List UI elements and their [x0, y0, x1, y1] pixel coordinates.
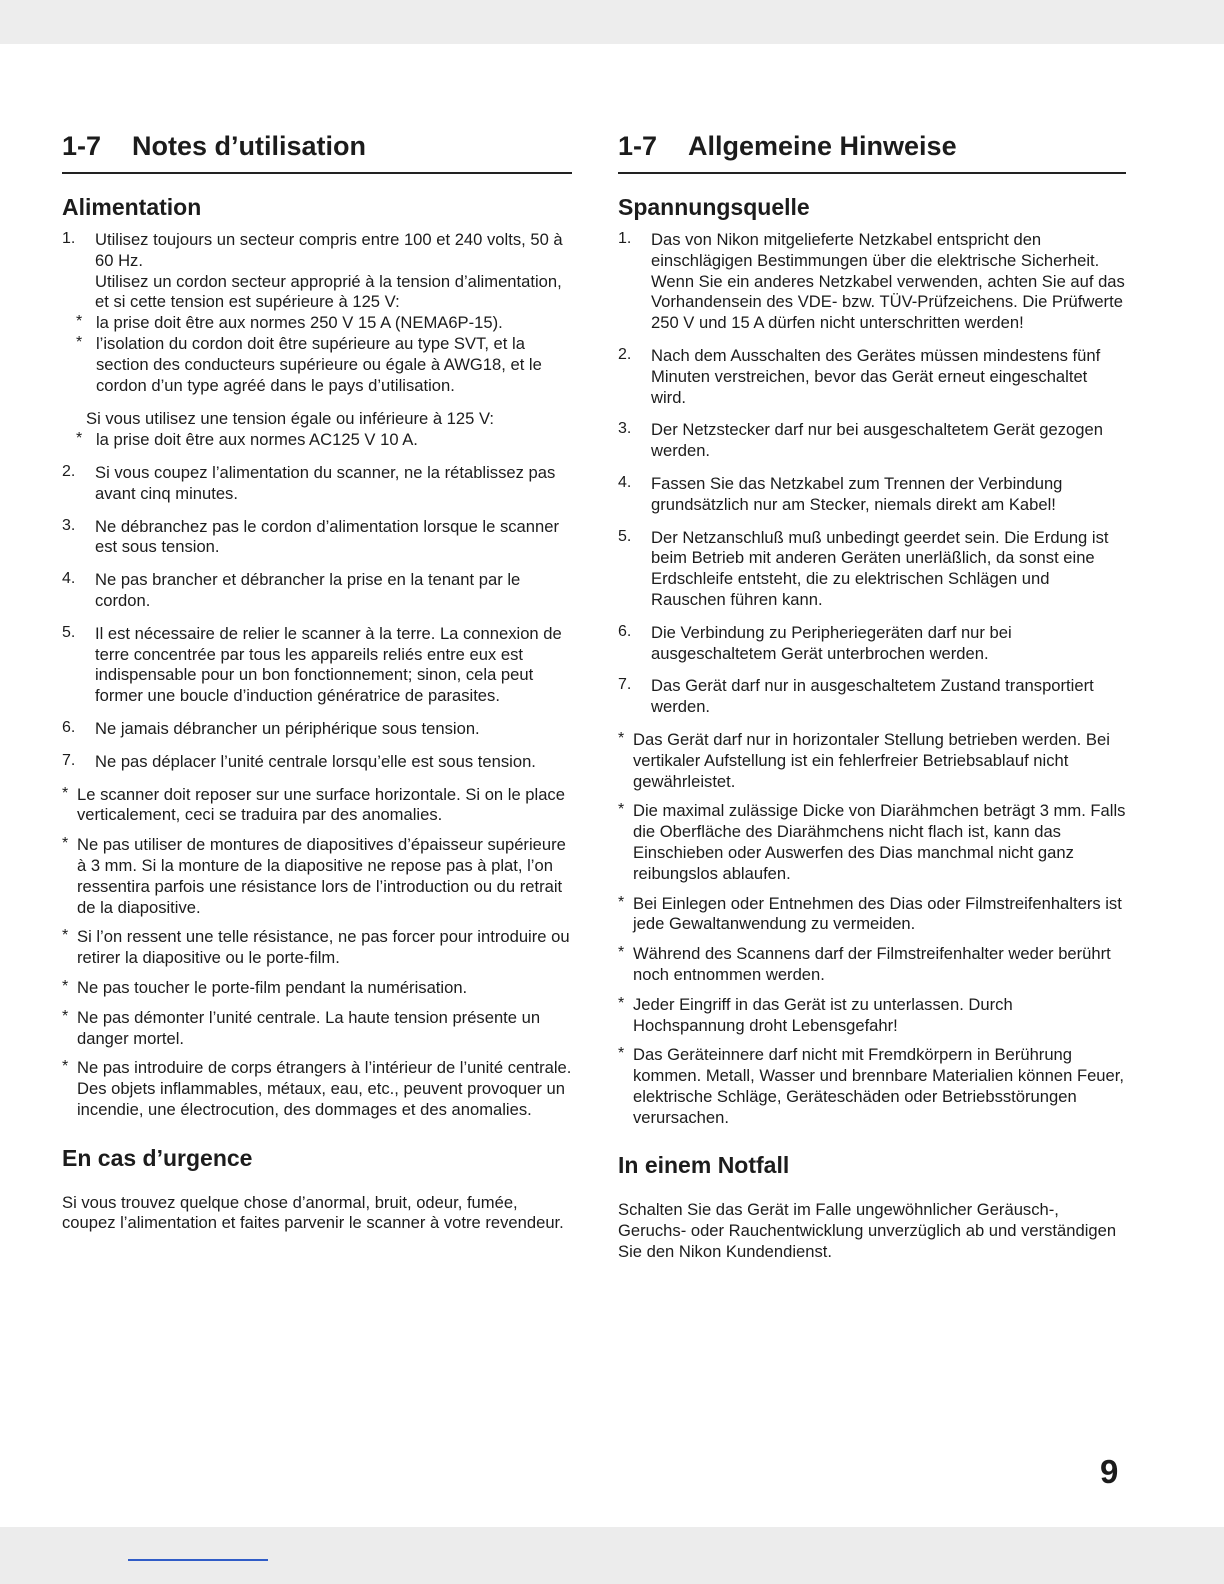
german-item-text: Das Gerät darf nur in ausgeschaltetem Zustand transportiert werden. — [651, 676, 1094, 717]
german-bullet-text: Bei Einlegen oder Entnehmen des Dias oder Filmstreifenhalters ist jede Gewaltanwendung zu vermeiden. — [633, 893, 1122, 934]
french-emergency-heading: En cas d’urgence — [62, 1144, 253, 1171]
german-item-number: 7. — [618, 676, 632, 694]
french-bullet — [62, 1058, 572, 1120]
french-bullet — [62, 927, 572, 969]
bullet-marker: * — [62, 977, 69, 995]
french-item-number: 4. — [62, 570, 76, 588]
german-item-number: 3. — [618, 420, 632, 438]
german-item-number: 6. — [618, 622, 632, 640]
bullet-marker: * — [618, 729, 625, 747]
german-item-2 — [618, 346, 1126, 408]
scan-bottom-margin — [0, 1527, 1224, 1584]
bullet-marker: * — [618, 944, 625, 962]
german-item-6 — [618, 623, 1126, 665]
german-item-5 — [618, 528, 1126, 611]
french-low-voltage-note: Si vous utilisez une tension égale ou inférieure à 125 V: — [86, 409, 495, 429]
german-bullet-text: Jeder Eingriff in das Gerät ist zu unterlassen. Durch Hochspannung droht Lebensgefahr! — [633, 994, 1013, 1035]
scan-top-margin — [0, 0, 1224, 44]
german-item-number: 5. — [618, 527, 632, 545]
french-item-text: Ne jamais débrancher un périphérique sous tension. — [95, 718, 480, 738]
german-bullet-text: Während des Scannens darf der Filmstreifenhalter weder berührt noch entnommen werden. — [633, 944, 1111, 984]
german-section-title — [618, 122, 1126, 174]
french-bullet-text: Ne pas utiliser de montures de diapositives d’épaisseur supérieure à 3 mm. Si la monture de la diapositive ne repose pas à plat, l’on ressentira parfois une résistance lors de l’introduction ou du retrait de la diapositive. — [77, 835, 566, 917]
bullet-marker: * — [618, 994, 625, 1012]
french-item-5 — [62, 624, 572, 707]
french-item-text: Il est nécessaire de relier le scanner à la terre. La connexion de terre concentrée par tous les appareils reliés entre eux est indispensable pour un bon fonctionnement; sinon, cela peut former une boucle d’induction génératrice de parasites. — [95, 623, 562, 706]
german-bullet — [618, 730, 1126, 792]
french-bullet-text: Si l’on ressent une telle résistance, ne pas forcer pour introduire ou retirer la diapositive ou le porte-film. — [77, 927, 570, 968]
french-item-1-line-2: Utilisez un cordon secteur approprié à la tension d’alimentation, et si cette tension est supérieure à 125 V: — [95, 271, 562, 312]
german-item-number: 4. — [618, 473, 632, 491]
german-item-4 — [618, 474, 1126, 516]
bullet-marker: * — [62, 927, 69, 945]
french-item-7 — [62, 752, 572, 773]
german-bullet — [618, 894, 1126, 936]
french-item-1 — [62, 230, 572, 313]
french-item-6 — [62, 719, 572, 740]
german-item-number: 1. — [618, 230, 632, 247]
french-item-2 — [62, 463, 572, 505]
french-section-number: 1-7 — [62, 131, 102, 161]
page-number: 9 — [1100, 1453, 1119, 1490]
french-item-1-line-1: Utilisez toujours un secteur compris entre 100 et 240 volts, 50 à 60 Hz. — [95, 230, 563, 270]
french-item-number: 1. — [62, 230, 76, 247]
french-bullet — [62, 978, 572, 999]
bullet-marker: * — [62, 1007, 69, 1025]
german-item-7 — [618, 676, 1126, 718]
bullet-marker: * — [76, 333, 83, 351]
french-item-number: 5. — [62, 623, 76, 641]
german-bullet-text: Das Gerät darf nur in horizontaler Stellung betrieben werden. Bei vertikaler Aufstellung ist ein fehlerfreier Betriebsablauf nicht gewährleistet. — [633, 729, 1110, 791]
bullet-marker: * — [62, 784, 69, 802]
french-item-number: 7. — [62, 751, 76, 769]
french-sub-bullet — [76, 313, 572, 334]
bullet-marker: * — [62, 1058, 69, 1076]
german-item-3 — [618, 420, 1126, 462]
french-item-text: Ne débranchez pas le cordon d’alimentation lorsque le scanner est sous tension. — [95, 516, 559, 557]
bottom-underline — [128, 1559, 268, 1561]
german-bullet — [618, 995, 1126, 1037]
french-bullet — [62, 1008, 572, 1050]
german-item-1 — [618, 230, 1126, 334]
french-item-text: Ne pas déplacer l’unité centrale lorsqu’elle est sous tension. — [95, 751, 536, 771]
french-column — [62, 122, 572, 1234]
french-bullet — [62, 785, 572, 827]
french-emergency-text: Si vous trouvez quelque chose d’anormal, bruit, odeur, fumée, coupez l’alimentation et faites parvenir le scanner à votre revendeur. — [62, 1192, 564, 1233]
german-section-title-text: Allgemeine Hinweise — [688, 131, 957, 161]
french-sub-bullet — [76, 334, 572, 396]
german-emergency-text: Schalten Sie das Gerät im Falle ungewöhnlicher Geräusch-, Geruchs- oder Rauchentwicklung unverzüglich ab und verständigen Sie den Nikon Kundendienst. — [618, 1200, 1117, 1262]
french-bullet — [62, 835, 572, 918]
german-bullet — [618, 1045, 1126, 1128]
french-section-title — [62, 122, 572, 174]
french-bullet-text: Le scanner doit reposer sur une surface horizontale. Si on le place verticalement, ceci se traduira par des anomalies. — [77, 784, 565, 825]
french-power-heading: Alimentation — [62, 194, 202, 220]
french-bullet-text: Ne pas toucher le porte-film pendant la numérisation. — [77, 977, 468, 997]
german-bullet-text: Das Geräteinnere darf nicht mit Fremdkörpern in Berührung kommen. Metall, Wasser und brennbare Materialien können Feuer, elektrische Schläge, Geräteschäden oder Betriebsstörungen verursachen. — [633, 1045, 1124, 1127]
german-item-text: Der Netzanschluß muß unbedingt geerdet sein. Die Erdung ist beim Betrieb mit anderen Geräten unerläßlich, da sonst eine Erdschleife entsteht, die zu elektrischen Schlägen und Rauschen führen kann. — [651, 527, 1109, 609]
french-sub-bullet-text: l’isolation du cordon doit être supérieure au type SVT, et la section des conducteurs supérieure ou égale à AWG18, et le cordon d’un type agréé dans le pays d’utilisation. — [96, 333, 542, 395]
bullet-marker: * — [76, 313, 83, 331]
french-sub-bullet — [76, 430, 572, 451]
french-item-4 — [62, 570, 572, 612]
german-power-heading: Spannungsquelle — [618, 194, 810, 220]
bullet-marker: * — [618, 801, 625, 819]
german-item-text: Der Netzstecker darf nur bei ausgeschaltetem Gerät gezogen werden. — [651, 420, 1103, 461]
french-bullet-text: Ne pas introduire de corps étrangers à l’intérieur de l’unité centrale. Des objets inflammables, métaux, eau, etc., peuvent provoquer un incendie, une électrocution, des dommages et des anomalies. — [77, 1058, 572, 1119]
german-item-number: 2. — [618, 345, 632, 363]
french-bullet-text: Ne pas démonter l’unité centrale. La haute tension présente un danger mortel. — [77, 1007, 541, 1048]
french-item-number: 3. — [62, 516, 76, 534]
french-sub-bullet-text: la prise doit être aux normes AC125 V 10 A. — [96, 430, 418, 450]
german-bullet — [618, 801, 1126, 884]
french-item-text: Ne pas brancher et débrancher la prise en la tenant par le cordon. — [95, 570, 521, 610]
french-item-3 — [62, 517, 572, 559]
french-section-title-text: Notes d’utilisation — [132, 131, 367, 161]
german-column — [618, 122, 1126, 1263]
german-item-text: Die Verbindung zu Peripheriegeräten darf nur bei ausgeschaltetem Gerät unterbrochen werden. — [651, 622, 1012, 663]
german-emergency-heading: In einem Notfall — [618, 1152, 790, 1179]
german-item-text: Nach dem Ausschalten des Gerätes müssen mindestens fünf Minuten verstreichen, bevor das Gerät erneut eingeschaltet wird. — [651, 345, 1101, 407]
french-item-number: 6. — [62, 718, 76, 736]
german-item-text: Das von Nikon mitgelieferte Netzkabel entspricht den einschlägigen Bestimmungen über die elektrische Sicherheit. Wenn Sie ein anderes Netzkabel verwenden, achten Sie auf das Vorhandensein des VDE- bzw. TÜV-Prüfzeichens. Die Prüfwerte 250 V und 15 A dürfen nicht unterschritten werden! — [651, 230, 1125, 333]
german-bullet-text: Die maximal zulässige Dicke von Diarähmchen beträgt 3 mm. Falls die Oberfläche des Diarähmchens nicht flach ist, kann das Einschieben oder Auswerfen des Dias manchmal nicht ganz reibungslos ablaufen. — [633, 801, 1126, 883]
german-section-number: 1-7 — [618, 131, 658, 161]
bullet-marker: * — [618, 1045, 625, 1063]
french-item-number: 2. — [62, 462, 76, 480]
french-sub-bullet-text: la prise doit être aux normes 250 V 15 A (NEMA6P-15). — [96, 313, 503, 333]
bullet-marker: * — [62, 835, 69, 853]
german-bullet — [618, 944, 1126, 986]
french-item-text: Si vous coupez l’alimentation du scanner, ne la rétablissez pas avant cinq minutes. — [95, 462, 556, 503]
german-item-text: Fassen Sie das Netzkabel zum Trennen der Verbindung grundsätzlich nur am Stecker, niemals direkt am Kabel! — [651, 473, 1063, 514]
bullet-marker: * — [76, 430, 83, 448]
bullet-marker: * — [618, 893, 625, 911]
